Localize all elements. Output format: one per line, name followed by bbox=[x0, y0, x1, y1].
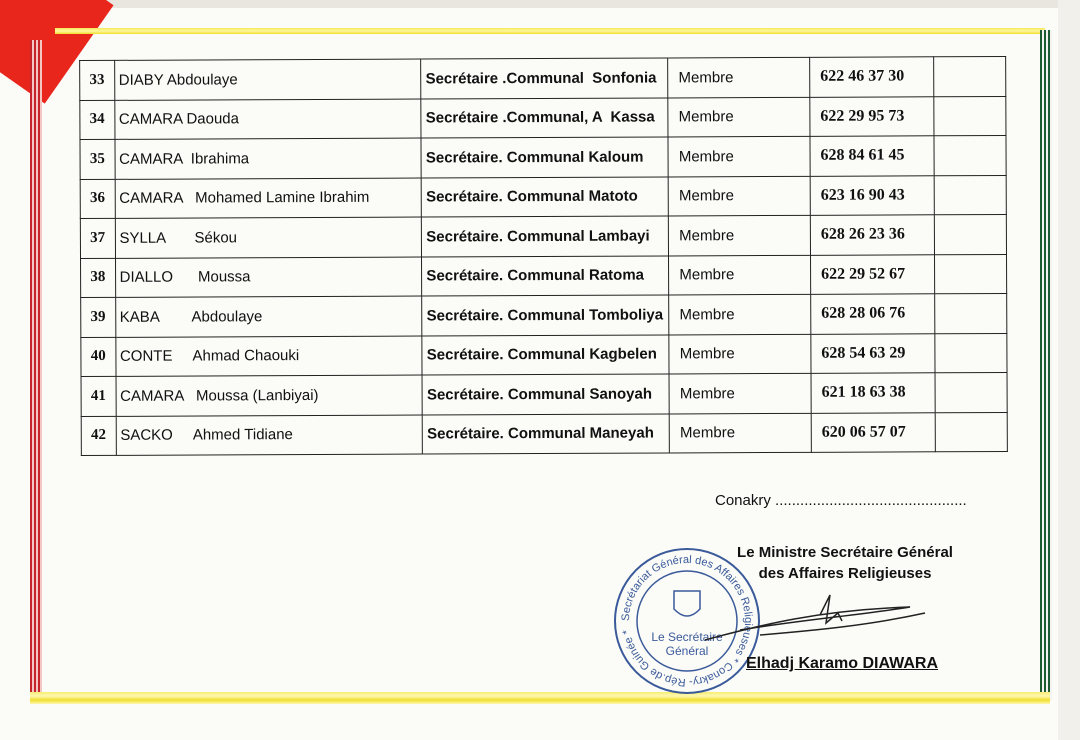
red-border-left bbox=[30, 40, 42, 700]
table-row bbox=[80, 56, 1006, 100]
empty-cell bbox=[934, 254, 1006, 294]
member-name: KABA Abdoulaye bbox=[115, 296, 422, 337]
member-status: Membre bbox=[669, 255, 811, 295]
stamp-center-line1: Le Secrétaire bbox=[651, 630, 723, 644]
row-number: 36 bbox=[80, 179, 115, 219]
table-row bbox=[80, 135, 1006, 179]
signer-name: Elhadj Karamo DIAWARA bbox=[746, 655, 939, 672]
empty-cell bbox=[935, 372, 1007, 412]
member-status: Membre bbox=[669, 413, 811, 453]
row-number: 38 bbox=[81, 258, 116, 298]
stamp-ring-text: Secrétariat Général des Affaires Religieuses * Conakry- Rép.de Guinée * bbox=[619, 553, 755, 689]
member-name: DIALLO Moussa bbox=[115, 257, 422, 298]
member-name: CAMARA Mohamed Lamine Ibrahim bbox=[115, 178, 422, 219]
empty-cell bbox=[933, 56, 1005, 96]
member-phone: 622 29 95 73 bbox=[810, 96, 934, 136]
member-status: Membre bbox=[669, 294, 811, 334]
member-phone: 620 06 57 07 bbox=[811, 412, 935, 452]
member-phone: 621 18 63 38 bbox=[811, 373, 935, 413]
member-phone: 622 29 52 67 bbox=[810, 254, 934, 294]
member-role: Secrétaire. Communal Maneyah bbox=[423, 413, 670, 454]
member-phone: 628 84 61 45 bbox=[810, 136, 934, 176]
table-row bbox=[80, 214, 1006, 258]
member-status: Membre bbox=[668, 57, 810, 97]
row-number: 34 bbox=[80, 100, 115, 140]
row-number: 42 bbox=[81, 416, 116, 456]
empty-cell bbox=[934, 214, 1006, 254]
member-role: Secrétaire. Communal Kaloum bbox=[421, 137, 668, 178]
table-row bbox=[81, 333, 1007, 377]
row-number: 37 bbox=[80, 218, 115, 258]
empty-cell bbox=[935, 412, 1007, 452]
member-name: CONTE Ahmad Chaouki bbox=[115, 336, 422, 377]
yellow-border-top bbox=[55, 28, 1045, 34]
photo-background-edge-right bbox=[1058, 0, 1080, 740]
members-table bbox=[79, 56, 1008, 456]
member-role: Secrétaire .Communal Sonfonia bbox=[421, 58, 668, 99]
row-number: 41 bbox=[81, 376, 116, 416]
member-phone: 628 54 63 29 bbox=[811, 333, 935, 373]
empty-cell bbox=[934, 175, 1006, 215]
empty-cell bbox=[934, 293, 1006, 333]
member-role: Secrétaire .Communal, A Kassa bbox=[421, 97, 668, 138]
member-name: CAMARA Moussa (Lanbiyai) bbox=[116, 375, 423, 416]
green-border-right bbox=[1040, 30, 1052, 700]
member-phone: 628 26 23 36 bbox=[810, 215, 934, 255]
coat-of-arms-icon bbox=[674, 591, 700, 616]
signatory-title-line2: des Affaires Religieuses bbox=[758, 565, 932, 582]
place-date-line: Conakry .............................................. bbox=[715, 492, 967, 509]
row-number: 33 bbox=[80, 60, 115, 100]
empty-cell bbox=[935, 333, 1007, 373]
table-row bbox=[81, 412, 1007, 456]
row-number: 40 bbox=[81, 337, 116, 377]
member-status: Membre bbox=[668, 136, 810, 176]
member-name: DIABY Abdoulaye bbox=[114, 59, 421, 100]
photo-background-edge bbox=[60, 0, 1080, 8]
stamp-center-line2: Général bbox=[665, 644, 709, 658]
member-name: SYLLA Sékou bbox=[115, 217, 422, 258]
member-phone: 623 16 90 43 bbox=[810, 175, 934, 215]
row-number: 35 bbox=[80, 139, 115, 179]
member-role: Secrétaire. Communal Ratoma bbox=[422, 255, 669, 296]
table-row bbox=[80, 175, 1006, 219]
yellow-border-bottom bbox=[30, 692, 1050, 704]
member-status: Membre bbox=[668, 176, 810, 216]
member-role: Secrétaire. Communal Kagbelen bbox=[422, 334, 669, 375]
table-row bbox=[81, 293, 1007, 337]
member-status: Membre bbox=[669, 215, 811, 255]
member-name: CAMARA Daouda bbox=[114, 99, 421, 140]
table-row bbox=[80, 96, 1006, 140]
member-phone: 628 28 06 76 bbox=[811, 294, 935, 334]
member-role: Secrétaire. Communal Lambayi bbox=[422, 216, 669, 257]
member-name: CAMARA Ibrahima bbox=[115, 138, 422, 179]
empty-cell bbox=[934, 135, 1006, 175]
handwritten-signature bbox=[700, 585, 930, 655]
member-name: SACKO Ahmed Tidiane bbox=[116, 415, 423, 456]
member-phone: 622 46 37 30 bbox=[810, 57, 934, 97]
member-status: Membre bbox=[669, 334, 811, 374]
signatory-title-line1: Le Ministre Secrétaire Général bbox=[737, 544, 953, 561]
member-status: Membre bbox=[669, 373, 811, 413]
empty-cell bbox=[934, 96, 1006, 136]
member-role: Secrétaire. Communal Tomboliya bbox=[422, 295, 669, 336]
table-row bbox=[81, 254, 1007, 298]
member-role: Secrétaire. Communal Sanoyah bbox=[422, 374, 669, 415]
member-role: Secrétaire. Communal Matoto bbox=[421, 176, 668, 217]
table-row bbox=[81, 372, 1007, 416]
member-status: Membre bbox=[668, 97, 810, 137]
row-number: 39 bbox=[81, 297, 116, 337]
